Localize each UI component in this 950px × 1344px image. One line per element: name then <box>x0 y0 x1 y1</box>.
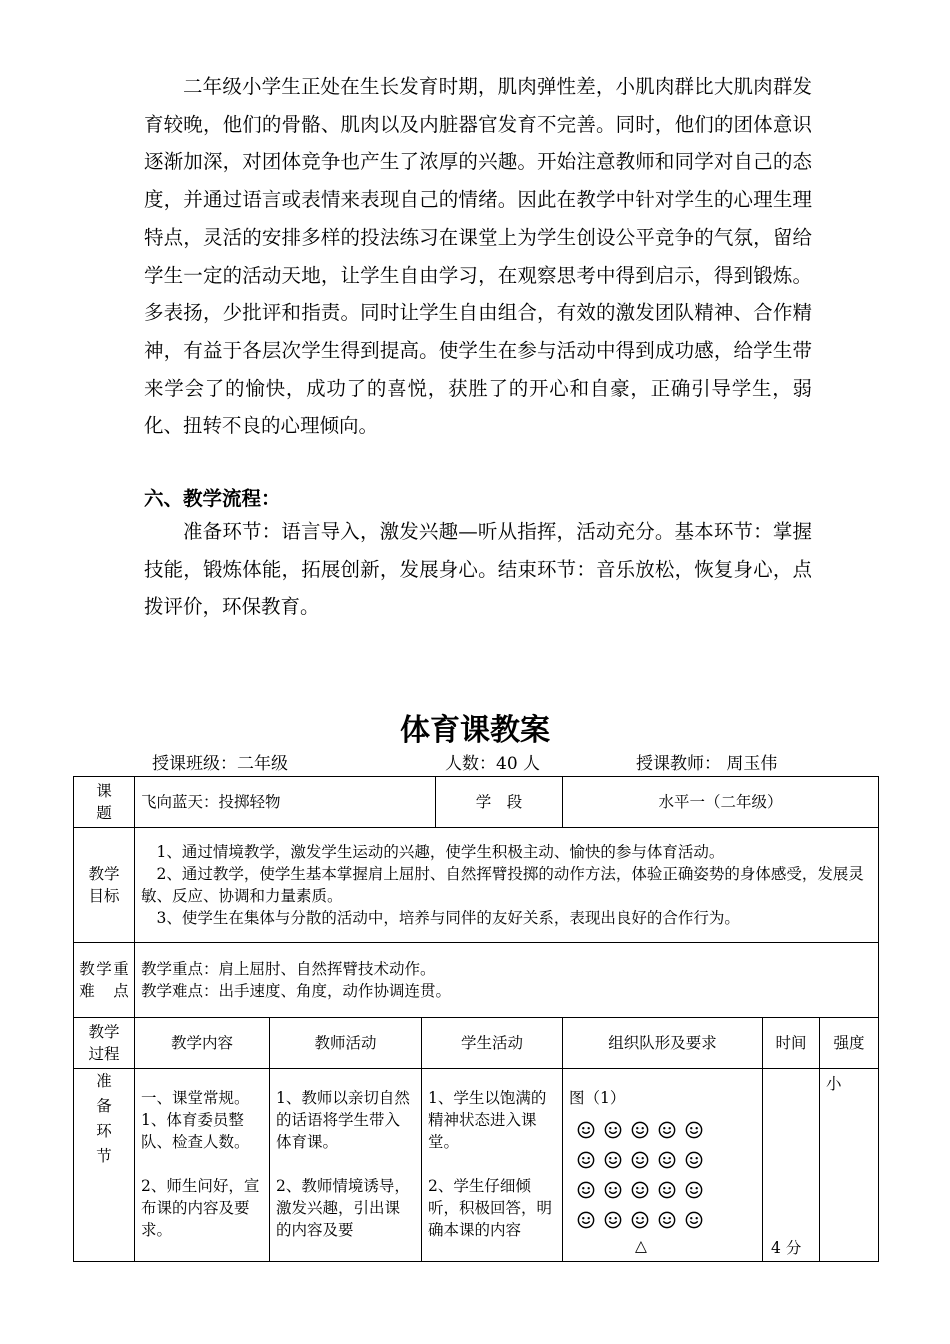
lesson-plan-table <box>73 776 879 1262</box>
header-teacher: 教师活动 <box>270 1018 422 1069</box>
teacher-item: 1、教师以亲切自然的话语将学生带入体育课。 <box>276 1089 410 1151</box>
teacher-item: 2、教师情境诱导，激发兴趣，引出课的内容及要 <box>276 1177 410 1239</box>
stage-value: 水平一（二年级） <box>563 777 879 828</box>
content-item: 一、课堂常规。1、体育委员整队、检查人数。 <box>141 1089 250 1151</box>
topic-value: 飞向蓝天：投掷轻物 <box>135 777 436 828</box>
stage-label: 学 段 <box>436 777 563 828</box>
student-smiley-icon <box>631 1151 649 1169</box>
key-points-row <box>74 943 879 1018</box>
formation-diagram <box>569 1115 756 1235</box>
student-smiley-icon <box>631 1181 649 1199</box>
student-smiley-icon <box>658 1181 676 1199</box>
lesson-plan-title: 体育课教案 <box>400 713 550 748</box>
formation-figure-label: 图（1） <box>569 1089 626 1107</box>
class-info: 授课班级：二年级 <box>152 754 288 774</box>
difficulty-point: 教学难点：出手速度、角度，动作协调连贯。 <box>141 982 452 1000</box>
goals-list <box>135 828 879 943</box>
topic-row <box>74 777 879 828</box>
goals-label: 教学目标 <box>74 828 135 943</box>
student-item: 1、学生以饱满的精神状态进入课堂。 <box>428 1089 547 1151</box>
student-smiley-icon <box>604 1121 622 1139</box>
student-smiley-icon <box>577 1211 595 1229</box>
student-smiley-icon <box>685 1121 703 1139</box>
prep-label: 准备环节 <box>74 1069 135 1262</box>
prep-teacher-activity <box>270 1069 422 1262</box>
intro-paragraph: 二年级小学生正处在生长发育时期，肌肉弹性差，小肌肉群比大肌肉群发育较晚，他们的骨骼、肌肉以及内脏器官发育不完善。同时，他们的团体意识逐渐加深，对团体竞争也产生了浓厚的兴趣。开始注意教师和同学对自己的态度，并通过语言或表情来表现自己的情绪。因此在教学中针对学生的心理生理特点，灵活的安排多样的投法练习在课堂上为学生创设公平竞争的气氛，留给学生一定的活动天地，让学生自由学习，在观察思考中得到启示，得到锻炼。多表扬，少批评和指责。同时让学生自由组合，有效的激发团队精神、合作精神，有益于各层次学生得到提高。使学生在参与活动中得到成功感，给学生带来学会了的愉快，成功了的喜悦，获胜了的开心和自豪，正确引导学生，弱化、扭转不良的心理倾向。 <box>144 75 812 438</box>
header-time: 时间 <box>763 1018 820 1069</box>
header-intensity: 强度 <box>820 1018 879 1069</box>
student-count: 人数：40 人 <box>445 754 541 774</box>
section-heading: 六、教学流程： <box>144 487 281 510</box>
student-smiley-icon <box>604 1181 622 1199</box>
header-student: 学生活动 <box>422 1018 563 1069</box>
student-smiley-icon <box>658 1211 676 1229</box>
goals-row <box>74 828 879 943</box>
key-points <box>135 943 879 1018</box>
prep-student-activity <box>422 1069 563 1262</box>
goal-item: 1、通过情境教学，激发学生运动的兴趣，使学生积极主动、愉快的参与体育活动。 <box>156 843 725 861</box>
key-point: 教学重点：肩上屈肘、自然挥臂技术动作。 <box>141 960 436 978</box>
student-smiley-icon <box>658 1121 676 1139</box>
student-item: 2、学生仔细倾听，积极回答，明确本课的内容 <box>428 1177 553 1239</box>
teacher-position-triangle: △ <box>635 1237 647 1255</box>
prep-row <box>74 1069 879 1262</box>
formation-row <box>577 1175 756 1205</box>
student-smiley-icon <box>685 1211 703 1229</box>
content-item: 2、师生问好，宣布课的内容及要求。 <box>141 1177 260 1239</box>
student-smiley-icon <box>685 1151 703 1169</box>
topic-label: 课题 <box>74 777 135 828</box>
time-value: 4 分 <box>771 1239 802 1257</box>
formation-row <box>577 1145 756 1175</box>
student-smiley-icon <box>604 1151 622 1169</box>
student-smiley-icon <box>685 1181 703 1199</box>
student-smiley-icon <box>577 1121 595 1139</box>
student-smiley-icon <box>631 1211 649 1229</box>
process-label: 教学过程 <box>74 1018 135 1069</box>
prep-intensity: 小 <box>820 1069 879 1262</box>
prep-content <box>135 1069 270 1262</box>
prep-formation <box>563 1069 763 1262</box>
teacher-info: 授课教师： 周玉伟 <box>636 754 778 774</box>
process-header-row <box>74 1018 879 1069</box>
formation-row <box>577 1115 756 1145</box>
goal-item: 3、使学生在集体与分散的活动中，培养与同伴的友好关系，表现出良好的合作行为。 <box>156 909 740 927</box>
formation-row <box>577 1205 756 1235</box>
student-smiley-icon <box>658 1151 676 1169</box>
student-smiley-icon <box>577 1151 595 1169</box>
student-smiley-icon <box>604 1211 622 1229</box>
goal-item: 2、通过教学，使学生基本掌握肩上屈肘、自然挥臂投掷的动作方法，体验正确姿势的身体感受，发展灵敏、反应、协调和力量素质。 <box>141 865 864 905</box>
student-smiley-icon <box>631 1121 649 1139</box>
flow-paragraph: 准备环节：语言导入，激发兴趣—听从指挥，活动充分。基本环节：掌握技能，锻炼体能，拓展创新，发展身心。结束环节：音乐放松，恢复身心，点拨评价，环保教育。 <box>144 520 812 619</box>
header-content: 教学内容 <box>135 1018 270 1069</box>
prep-time <box>763 1069 820 1262</box>
student-smiley-icon <box>577 1181 595 1199</box>
key-points-label: 教学重难点 <box>74 943 135 1018</box>
header-formation: 组织队形及要求 <box>563 1018 763 1069</box>
